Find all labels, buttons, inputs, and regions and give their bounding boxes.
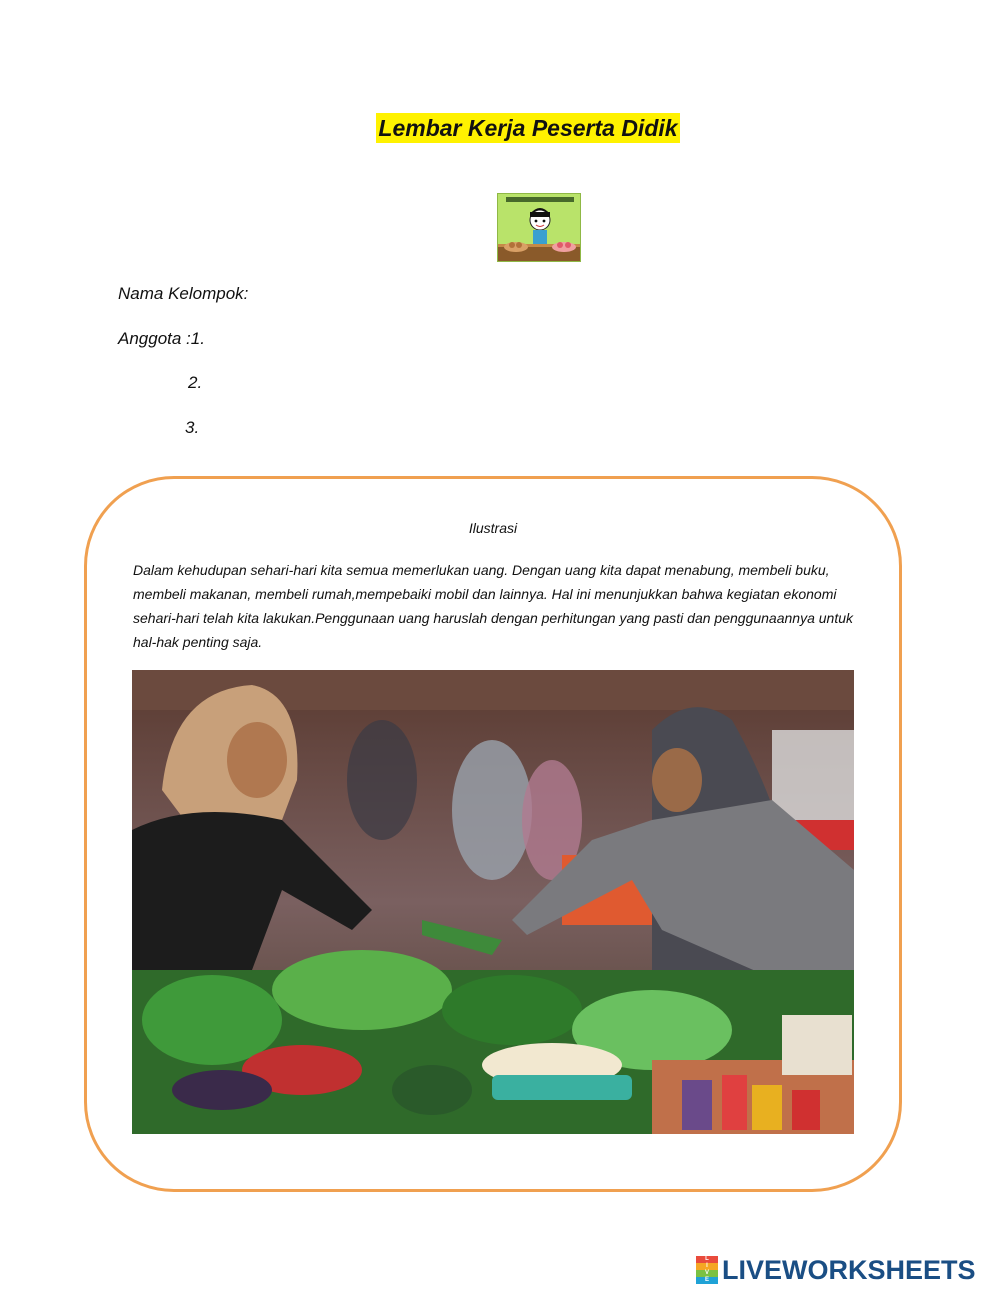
member-3-label: 3. bbox=[185, 418, 200, 437]
cartoon-logo-image bbox=[497, 193, 581, 262]
member-1-label: Anggota :1. bbox=[118, 329, 205, 348]
illustration-label: Ilustrasi bbox=[468, 520, 518, 536]
member-2-label: 2. bbox=[188, 373, 203, 392]
illustration-paragraph: Dalam kehudupan sehari-hari kita semua memerlukan uang. Dengan uang kita dapat menabung, membeli buku, membeli makanan, membeli rumah,mempebaiki mobil dan lainnya. Hal ini menunjukkan bahwa kegiatan ekonomi sehari-hari telah kita lakukan.Penggunaan uang haruslah dengan perhitungan yang pasti dan penggunaannya untuk hal-hak penting saja. bbox=[133, 562, 854, 650]
liveworksheets-wordmark: LIVEWORKSHEETS bbox=[722, 1254, 976, 1285]
worksheet-title bbox=[0, 115, 1000, 142]
liveworksheets-branding bbox=[696, 1254, 976, 1286]
worksheet-title-text: Lembar Kerja Peserta Didik bbox=[378, 115, 678, 141]
liveworksheets-logo-icon: L I V E bbox=[696, 1256, 718, 1284]
group-name-label: Nama Kelompok: bbox=[118, 284, 249, 303]
market-photo bbox=[132, 670, 854, 1134]
